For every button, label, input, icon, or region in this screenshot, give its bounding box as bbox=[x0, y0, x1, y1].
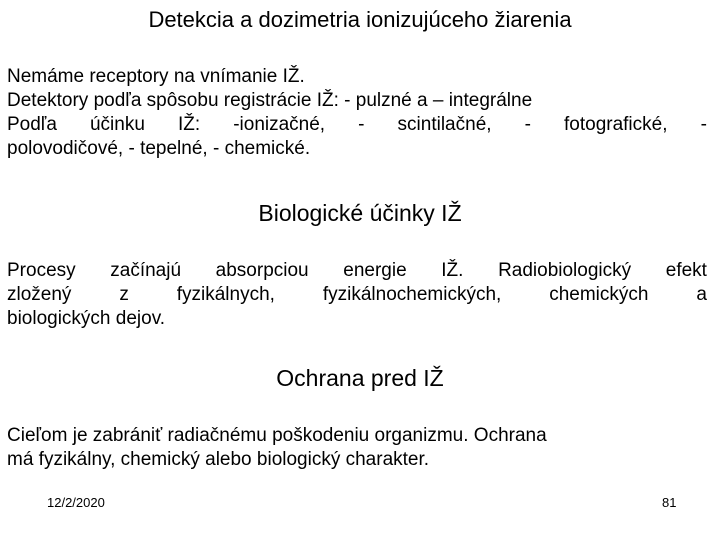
paragraph-line: Cieľom je zabrániť radiačnému poškodeniu organizmu. Ochrana bbox=[7, 425, 547, 446]
paragraph-line-justified bbox=[7, 283, 707, 307]
word: z bbox=[119, 284, 129, 305]
word: - bbox=[524, 114, 531, 135]
slide-title: Detekcia a dozimetria ionizujúceho žiarenia bbox=[148, 7, 572, 32]
paragraph-line: Detektory podľa spôsobu registrácie IŽ: - pulzné a – integrálne bbox=[7, 90, 533, 111]
word: fotografické, bbox=[564, 114, 668, 135]
protection-paragraph bbox=[7, 424, 707, 472]
paragraph-line: polovodičové, - tepelné, - chemické. bbox=[7, 138, 311, 159]
paragraph-line: má fyzikálny, chemický alebo biologický charakter. bbox=[7, 449, 430, 470]
word: fyzikálnych, bbox=[176, 284, 275, 305]
word: a bbox=[696, 284, 707, 305]
word: Procesy bbox=[7, 260, 76, 281]
word: začínajú bbox=[110, 260, 182, 281]
paragraph-line: Nemáme receptory na vnímanie IŽ. bbox=[7, 66, 305, 87]
paragraph-line: biologických dejov. bbox=[7, 308, 166, 329]
section-heading-biological-effects: Biologické účinky IŽ bbox=[258, 200, 462, 226]
word: zložený bbox=[7, 284, 72, 305]
word: IŽ: bbox=[177, 114, 201, 135]
section-heading-protection: Ochrana pred IŽ bbox=[276, 365, 444, 391]
word: účinku bbox=[89, 114, 145, 135]
word: efekt bbox=[665, 260, 707, 281]
word: scintilačné, bbox=[397, 114, 492, 135]
paragraph-line-justified bbox=[7, 259, 707, 283]
detection-paragraph bbox=[7, 65, 707, 161]
word: fyzikálnochemických, bbox=[322, 284, 502, 305]
word: absorpciou bbox=[215, 260, 309, 281]
word: IŽ. bbox=[441, 260, 464, 281]
word: Podľa bbox=[7, 114, 57, 135]
word: Radiobiologický bbox=[498, 260, 632, 281]
footer-date: 12/2/2020 bbox=[47, 495, 105, 510]
word: energie bbox=[343, 260, 407, 281]
word: -ionizačné, bbox=[233, 114, 326, 135]
word: chemických bbox=[549, 284, 649, 305]
biological-effects-paragraph bbox=[7, 259, 707, 331]
paragraph-line-justified bbox=[7, 113, 707, 137]
footer-page-number: 81 bbox=[662, 495, 677, 510]
word: - bbox=[700, 114, 707, 135]
word: - bbox=[358, 114, 365, 135]
